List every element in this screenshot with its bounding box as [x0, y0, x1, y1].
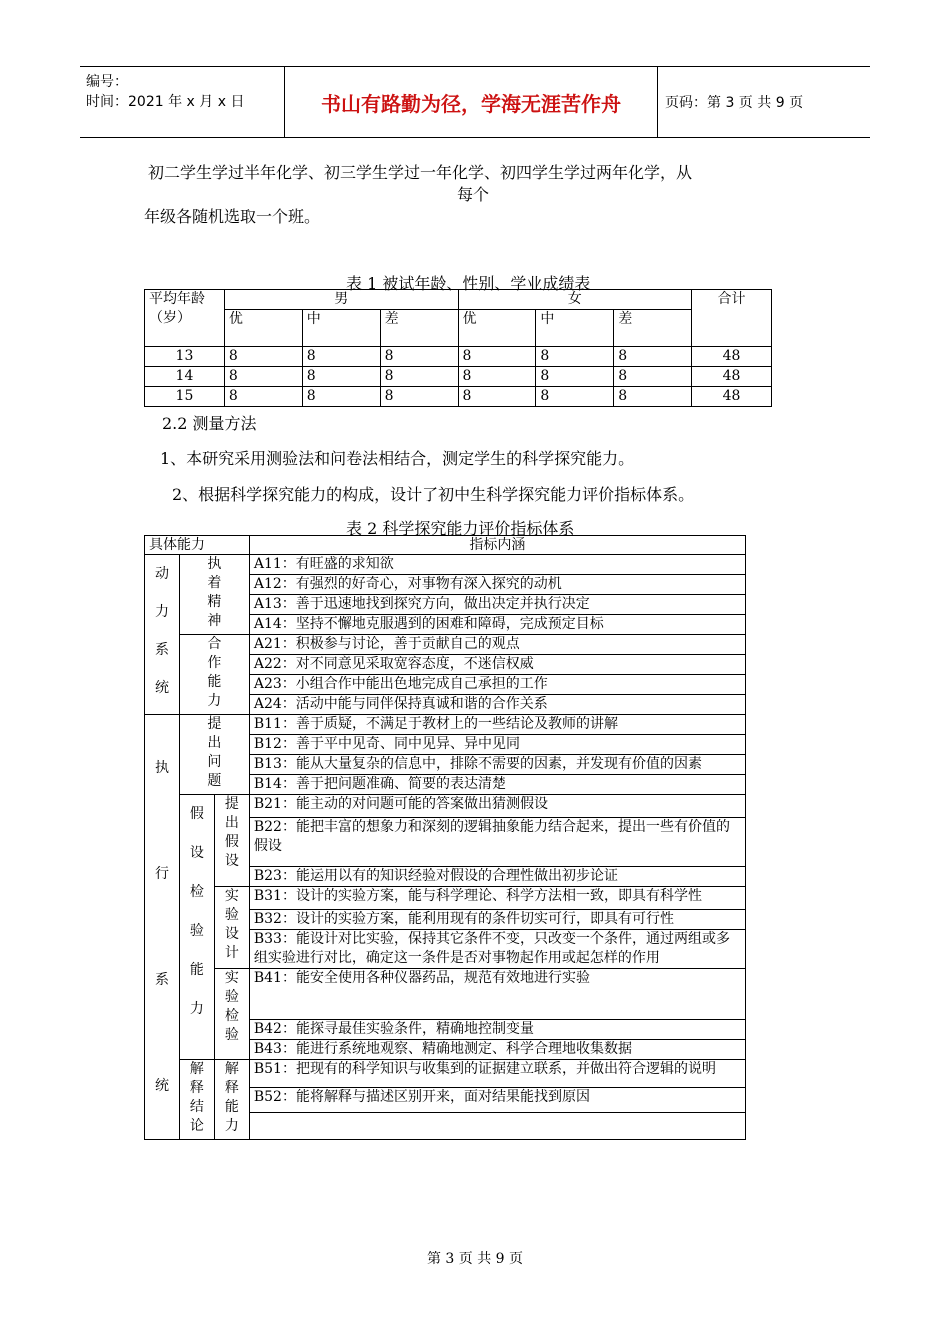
header-meta: [80, 67, 284, 137]
intro-line-1: 初二学生学过半年化学、初三学生学过一年化学、初四学生学过两年化学，从: [148, 163, 693, 182]
table1-grade-header: 中: [536, 310, 614, 347]
table2-header-ability: 具体能力: [145, 536, 250, 555]
table1-age: 14: [145, 367, 225, 387]
indicator-b11: B11：善于质疑，不满足于教材上的一些结论及教师的讲解: [249, 715, 745, 735]
table1-total: 48: [692, 347, 772, 367]
indicator-b12: B12：善于平中见奇、同中见异、异中见同: [249, 735, 745, 755]
doc-number-label: 编号：: [86, 74, 128, 90]
table1-total-header: 合计: [692, 290, 772, 347]
indicator-b32: B32：设计的实验方案，能利用现有的条件切实可行，即具有可行性: [249, 909, 745, 929]
indicator-a24: A24：活动中能与同伴保持真诚和谐的合作关系: [249, 695, 745, 715]
system-dynamic: [145, 555, 180, 715]
indicator-a14: A14：坚持不懈地克服遇到的困难和障碍，完成预定目标: [249, 615, 745, 635]
table1-cell: 8: [458, 387, 536, 407]
table1-grade-header: 优: [458, 310, 536, 347]
category-experiment-design: [214, 886, 249, 968]
indicator-a22: A22：对不同意见采取宽容态度，不迷信权威: [249, 655, 745, 675]
table1-grade-header: 差: [614, 310, 692, 347]
table1-age: 15: [145, 387, 225, 407]
table1-cell: 8: [302, 347, 380, 367]
category-persistence-label: 执着精神: [207, 556, 222, 629]
table1-male-header: 男: [224, 290, 458, 310]
category-persistence: [179, 555, 249, 635]
table2-header-content: 指标内涵: [249, 536, 745, 555]
table1-age: 13: [145, 347, 225, 367]
table1-total: 48: [692, 387, 772, 407]
indicator-b43: B43：能进行系统地观察、精确地测定、科学合理地收集数据: [249, 1040, 745, 1060]
table1-cell: 8: [536, 367, 614, 387]
indicator-b42: B42：能探寻最佳实验条件，精确地控制变量: [249, 1020, 745, 1040]
page-footer: 第 3 页 共 9 页: [426, 1251, 524, 1267]
indicator-a11: A11：有旺盛的求知欲: [249, 555, 745, 575]
section-item-2: 2、根据科学探究能力的构成，设计了初中生科学探究能力评价指标体系。: [172, 485, 695, 504]
table1-total: 48: [692, 367, 772, 387]
table1-cell: 8: [458, 367, 536, 387]
intro-line-3: 年级各随机选取一个班。: [144, 207, 321, 226]
system-dynamic-label: 动力系统: [154, 566, 169, 696]
table-row: [145, 367, 772, 387]
category-raise-question: [179, 715, 249, 795]
table1-cell: 8: [380, 367, 458, 387]
table1-cell: 8: [224, 347, 302, 367]
category-experiment-test: [214, 968, 249, 1060]
header-page-label: 页码：第 3 页 共 9 页: [665, 95, 804, 111]
indicator-b31: B31：设计的实验方案，能与科学理论、科学方法相一致，即具有科学性: [249, 886, 745, 909]
table1-grade-header: 差: [380, 310, 458, 347]
indicator-a13: A13：善于迅速地找到探究方向，做出决定并执行决定: [249, 595, 745, 615]
table1-cell: 8: [302, 367, 380, 387]
table1-cell: 8: [380, 387, 458, 407]
table1-cell: 8: [224, 367, 302, 387]
indicator-b41: B41：能安全使用各种仪器药品，规范有效地进行实验: [249, 968, 745, 1020]
table-row: [145, 347, 772, 367]
indicator-a12: A12：有强烈的好奇心，对事物有深入探究的动机: [249, 575, 745, 595]
system-executive: [145, 715, 180, 1140]
table1-grade-header: 优: [224, 310, 302, 347]
table1-cell: 8: [536, 387, 614, 407]
indicator-b52: B52：能将解释与描述区别开来，面对结果能找到原因: [249, 1088, 745, 1113]
section-heading: 2.2 测量方法: [162, 414, 257, 433]
table1-cell: 8: [302, 387, 380, 407]
indicator-b13: B13：能从大量复杂的信息中，排除不需要的因素，并发现有价值的因素: [249, 755, 745, 775]
indicator-b21: B21：能主动的对问题可能的答案做出猜测假设: [249, 795, 745, 818]
table2-caption: 表 2 科学探究能力评价指标体系: [346, 519, 575, 538]
table1-age-header: 平均年龄（岁）: [145, 290, 225, 347]
intro-line-2: 每个: [457, 185, 490, 204]
indicator-empty: [249, 1113, 745, 1140]
table1-grade-header: 中: [302, 310, 380, 347]
table1-cell: 8: [224, 387, 302, 407]
category-cooperation: [179, 635, 249, 715]
category-experiment-test-label: 实验检验: [224, 969, 239, 1043]
table2: [144, 535, 746, 1140]
category-propose-hypothesis-label: 提出假设: [224, 796, 239, 869]
table-row: [145, 387, 772, 407]
table1-cell: 8: [614, 387, 692, 407]
category-propose-hypothesis: [214, 795, 249, 887]
table1-cell: 8: [536, 347, 614, 367]
category-raise-question-label: 提出问题: [207, 716, 222, 789]
indicator-b23: B23：能运用以有的知识经验对假设的合理性做出初步论证: [249, 866, 745, 886]
header-motto: 书山有路勤为径，学海无涯苦作舟: [321, 91, 621, 116]
category-experiment-design-label: 实验设计: [224, 887, 239, 961]
indicator-b14: B14：善于把问题准确、简要的表达清楚: [249, 775, 745, 795]
category-explain-conclusion: [179, 1060, 214, 1140]
category-explanation-ability: [214, 1060, 249, 1140]
category-explain-conclusion-label: 解释结论: [189, 1061, 204, 1135]
indicator-a21: A21：积极参与讨论，善于贡献自己的观点: [249, 635, 745, 655]
page-header: [80, 66, 870, 138]
header-motto-cell: [284, 67, 658, 137]
category-hypothesis-testing-label: 假设检验能力: [189, 806, 204, 1017]
section-item-1: 1、本研究采用测验法和问卷法相结合，测定学生的科学探究能力。: [160, 449, 635, 468]
indicator-b22: B22：能把丰富的想象力和深刻的逻辑抽象能力结合起来，提出一些有价值的假设: [249, 817, 745, 866]
system-executive-label: 执行系统: [154, 760, 169, 1094]
category-cooperation-label: 合作能力: [207, 636, 222, 709]
table1-cell: 8: [614, 367, 692, 387]
table1-cell: 8: [614, 347, 692, 367]
category-hypothesis-testing: [179, 795, 214, 1060]
table1-caption: 表 1 被试年龄、性别、学业成绩表: [346, 274, 591, 293]
table1: [144, 289, 772, 407]
indicator-b33: B33：能设计对比实验，保持其它条件不变，只改变一个条件，通过两组或多组实验进行对比，确定这一条件是否对事物起作用或起怎样的作用: [249, 929, 745, 968]
table1-female-header: 女: [458, 290, 692, 310]
table1-cell: 8: [380, 347, 458, 367]
indicator-b51: B51：把现有的科学知识与收集到的证据建立联系，并做出符合逻辑的说明: [249, 1060, 745, 1088]
indicator-a23: A23：小组合作中能出色地完成自己承担的工作: [249, 675, 745, 695]
category-explanation-ability-label: 解释能力: [224, 1061, 239, 1135]
doc-time-label: 时间：2021 年 x 月 x 日: [86, 94, 245, 110]
table1-cell: 8: [458, 347, 536, 367]
